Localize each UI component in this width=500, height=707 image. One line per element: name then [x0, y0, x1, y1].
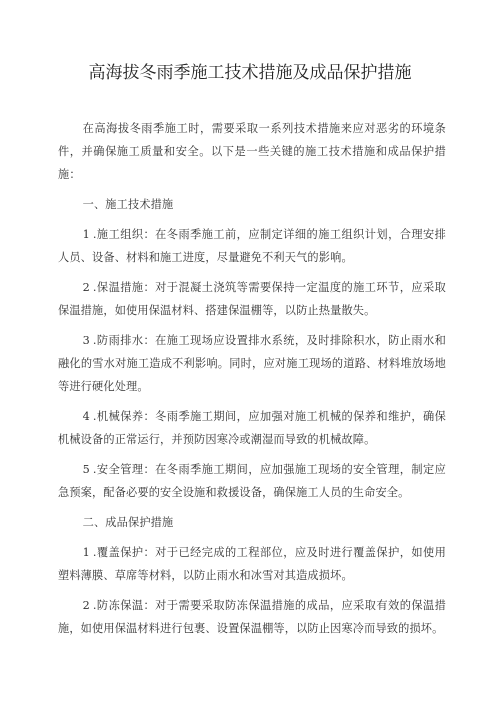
item-text: .安全管理：在冬雨季施工期间，应加强施工现场的安全管理，制定应急预案，配备必要的安全设施和救援设备，确保施工人员的生命安全。 — [58, 463, 446, 499]
list-item — [58, 276, 446, 322]
list-item — [58, 405, 446, 451]
item-number: 5 — [82, 463, 90, 476]
item-text: .覆盖保护：对于已经完成的工程部位，应及时进行覆盖保护，如使用塑料薄膜、草席等材料，以防止雨水和冰雪对其造成损坏。 — [58, 546, 446, 582]
list-item — [58, 458, 446, 504]
item-text: .保温措施：对于混凝土浇筑等需要保持一定温度的施工环节，应采取保温措施，如使用保温材料、搭建保温棚等，以防止热量散失。 — [58, 281, 446, 317]
section-heading-product-protection: 二、成品保护措施 — [82, 516, 174, 529]
list-item — [58, 594, 446, 640]
item-text: .防冻保温：对于需要采取防冻保温措施的成品，应采取有效的保温措施，如使用保温材料进行包裹、设置保温棚等，以防止因寒冷而导致的损坏。 — [58, 599, 446, 635]
item-text: .防雨排水：在施工现场应设置排水系统，及时排除积水，防止雨水和融化的雪水对施工造成不利影响。同时，应对施工现场的道路、材料堆放场地等进行硬化处理。 — [58, 334, 446, 393]
list-item — [58, 223, 446, 269]
item-number: 3 — [82, 334, 90, 347]
intro-paragraph: 在高海拔冬雨季施工时，需要采取一系列技术措施来应对恶劣的环境条件，并确保施工质量和安全。以下是一些关键的施工技术措施和成品保护措施： — [58, 122, 446, 181]
list-item — [58, 329, 446, 398]
item-text: .施工组织：在冬雨季施工前，应制定详细的施工组织计划，合理安排人员、设备、材料和施工进度，尽量避免不利天气的影响。 — [58, 228, 446, 264]
item-number: 2 — [82, 599, 90, 612]
item-text: .机械保养：冬雨季施工期间，应加强对施工机械的保养和维护，确保机械设备的正常运行，并预防因寒冷或潮湿而导致的机械故障。 — [58, 410, 446, 446]
section-heading-construction-measures: 一、施工技术措施 — [82, 198, 174, 211]
list-item — [58, 541, 446, 587]
document-body — [58, 117, 446, 647]
item-number: 4 — [82, 410, 90, 423]
document-title: 高海拔冬雨季施工技术措施及成品保护措施 — [88, 63, 412, 83]
item-number: 1 — [82, 546, 90, 559]
item-number: 1 — [82, 228, 90, 241]
item-number: 2 — [82, 281, 90, 294]
